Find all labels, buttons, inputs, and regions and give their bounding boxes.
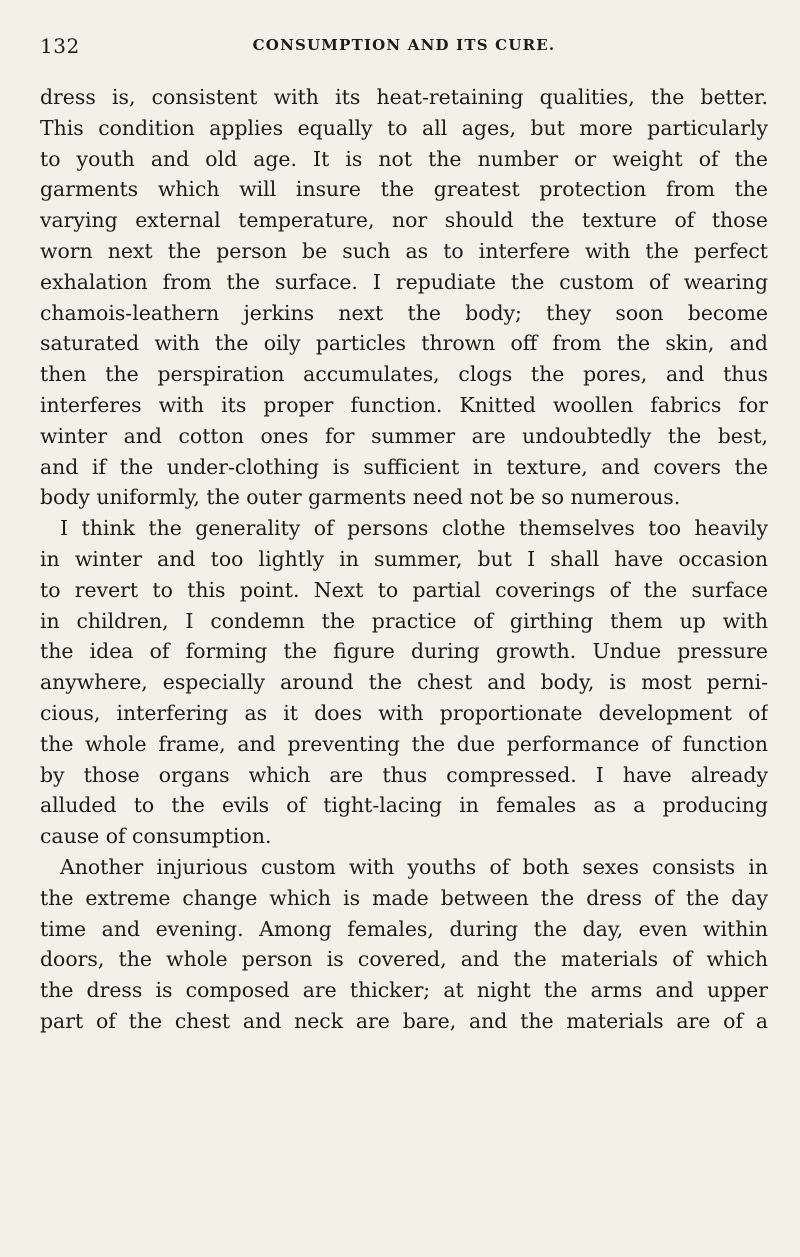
text-line: worn next the person be such as to interfere with the perfect xyxy=(40,238,768,263)
text-line: dress is, consistent with its heat-retaining qualities, the better. xyxy=(40,85,768,109)
text-line: and if the under-clothing is sufficient in texture, and covers the xyxy=(40,454,768,479)
text-line: chamois-leathern jerkins next the body; they soon become xyxy=(40,300,768,325)
text-line: then the perspiration accumulates, clogs the pores, and thus xyxy=(40,362,768,387)
text-line: alluded to the evils of tight-lacing in females as a producing xyxy=(40,793,768,818)
text-line: winter and cotton ones for summer are undoubtedly the best, xyxy=(40,423,768,448)
text-line: the idea of forming the figure during growth. Undue pressure xyxy=(40,639,768,664)
text-line: cious, interfering as it does with proportionate development of xyxy=(40,700,768,725)
text-line: to revert to this point. Next to partial coverings of the surface xyxy=(40,577,768,602)
body-text xyxy=(40,82,768,1037)
text-line: the dress is composed are thicker; at night the arms and upper xyxy=(40,978,768,1003)
text-line: anywhere, especially around the chest and body, is most perni- xyxy=(40,670,768,695)
running-title: CONSUMPTION AND ITS CURE. xyxy=(252,36,556,54)
text-line: in children, I condemn the practice of girthing them up with xyxy=(40,608,768,633)
text-line: This condition applies equally to all ages, but more particularly xyxy=(40,115,768,140)
text-line: to youth and old age. It is not the number or weight of the xyxy=(40,146,768,171)
text-line: garments which will insure the greatest protection from the xyxy=(40,177,768,202)
text-line: Another injurious custom with youths of both sexes consists in xyxy=(60,854,768,879)
text-line: interferes with its proper function. Knitted woollen fabrics for xyxy=(40,392,768,417)
text-line: in winter and too lightly in summer, but I shall have occasion xyxy=(40,546,768,571)
text-line: by those organs which are thus compressed. I have already xyxy=(40,762,768,787)
page-number: 132 xyxy=(40,34,80,58)
text-line: body uniformly, the outer garments need not be so numerous. xyxy=(40,485,681,510)
text-line: varying external temperature, nor should the texture of those xyxy=(40,208,768,233)
running-head xyxy=(40,34,768,58)
text-line: saturated with the oily particles thrown off from the skin, and xyxy=(40,331,768,356)
text-line: I think the generality of persons clothe themselves too heavily xyxy=(60,516,768,541)
text-line: time and evening. Among females, during the day, even within xyxy=(40,916,768,941)
text-line: part of the chest and neck are bare, and the materials are of a xyxy=(40,1008,768,1033)
text-line: exhalation from the surface. I repudiate the custom of wearing xyxy=(40,269,768,294)
text-line: doors, the whole person is covered, and the materials of which xyxy=(40,947,768,972)
text-line: cause of consumption. xyxy=(40,824,272,849)
text-line: the whole frame, and preventing the due performance of function xyxy=(40,731,768,756)
text-line: the extreme change which is made between the dress of the day xyxy=(40,885,768,910)
